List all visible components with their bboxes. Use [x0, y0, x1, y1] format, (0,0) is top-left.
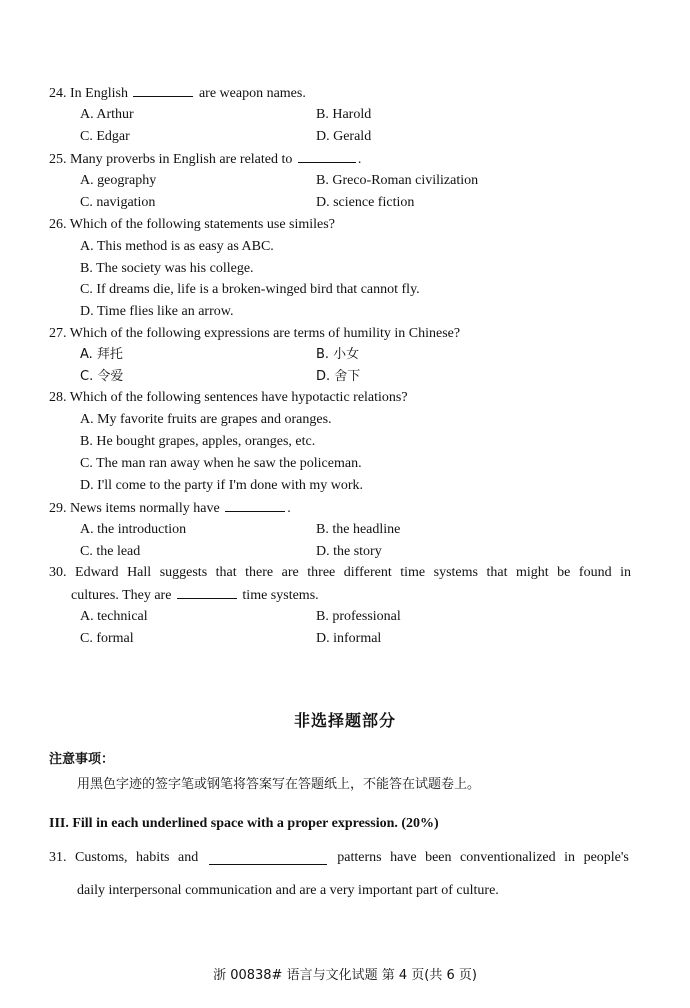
q24-blank — [133, 84, 193, 97]
q30-option-d: D. informal — [316, 631, 382, 646]
q25-stem-before: 25. Many proverbs in English are related to — [49, 152, 293, 167]
q28-option-a: A. My favorite fruits are grapes and oranges. — [80, 412, 332, 427]
q25-blank — [298, 150, 356, 163]
q31-word: in — [564, 850, 576, 865]
q24-option-a: A. Arthur — [80, 107, 134, 122]
q30-stem-before: cultures. They are — [71, 588, 172, 603]
q29-option-a: A. the introduction — [80, 522, 187, 537]
q31-blank — [209, 852, 327, 865]
q25-stem-after: . — [357, 152, 362, 167]
question-30-stem-line2 — [71, 586, 319, 605]
q26-option-c: C. If dreams die, life is a broken-winged bird that cannot fly. — [80, 282, 420, 297]
q29-option-b: B. the headline — [316, 522, 401, 537]
q31-word: 31. — [49, 850, 67, 865]
q25-option-d: D. science fiction — [316, 195, 415, 210]
q24-option-d: D. Gerald — [316, 129, 372, 144]
question-30-stem-line1: 30. Edward Hall suggests that there are three different time systems that might be found in — [49, 565, 631, 580]
q30-option-a: A. technical — [80, 609, 148, 624]
question-29-stem — [49, 499, 291, 518]
notice-heading: 注意事项： — [49, 752, 115, 767]
q26-option-a: A. This method is as easy as ABC. — [80, 239, 274, 254]
q28-option-b: B. He bought grapes, apples, oranges, etc. — [80, 434, 316, 449]
q29-option-d: D. the story — [316, 544, 382, 559]
q30-blank — [177, 586, 237, 599]
q27-option-c: C. 令爱 — [80, 369, 124, 384]
notice-body: 用黑色字迹的签字笔或钢笔将答案写在答题纸上，不能答在试题卷上。 — [77, 777, 481, 792]
question-31-line2: daily interpersonal communication and are a very important part of culture. — [77, 883, 499, 898]
q27-option-a: A. 拜托 — [80, 347, 123, 362]
q25-option-a: A. geography — [80, 173, 157, 188]
q24-option-b: B. Harold — [316, 107, 372, 122]
q27-option-b: B. 小女 — [316, 347, 360, 362]
q25-option-c: C. navigation — [80, 195, 156, 210]
q29-stem-before: 29. News items normally have — [49, 501, 220, 516]
question-24-stem — [49, 84, 306, 103]
question-25-stem — [49, 150, 361, 169]
q31-word: patterns — [337, 850, 382, 865]
q31-word: have — [390, 850, 417, 865]
question-27-stem: 27. Which of the following expressions are terms of humility in Chinese? — [49, 326, 461, 341]
q31-word: been — [425, 850, 452, 865]
part-3-heading: III. Fill in each underlined space with a proper expression. (20%) — [49, 816, 439, 831]
section-title: 非选择题部分 — [293, 711, 396, 730]
q24-stem-before: 24. In English — [49, 86, 128, 101]
question-31-line1 — [49, 850, 629, 866]
question-28-stem: 28. Which of the following sentences have hypotactic relations? — [49, 390, 408, 405]
q29-blank — [225, 499, 285, 512]
q30-stem-after: time systems. — [242, 588, 319, 603]
question-26-stem: 26. Which of the following statements use similes? — [49, 217, 335, 232]
q24-stem-after: are weapon names. — [198, 86, 306, 101]
q28-option-d: D. I'll come to the party if I'm done with my work. — [80, 478, 364, 493]
q25-option-b: B. Greco-Roman civilization — [316, 173, 479, 188]
q24-option-c: C. Edgar — [80, 129, 130, 144]
q31-word: and — [178, 850, 199, 865]
q30-option-b: B. professional — [316, 609, 401, 624]
q31-word: people's — [583, 850, 629, 865]
q27-option-d: D. 舍下 — [316, 369, 361, 384]
q31-word: Customs, — [75, 850, 128, 865]
page-footer: 浙 00838# 语言与文化试题 第 4 页(共 6 页) — [213, 968, 477, 983]
q28-option-c: C. The man ran away when he saw the policeman. — [80, 456, 362, 471]
q29-option-c: C. the lead — [80, 544, 141, 559]
q30-option-c: C. formal — [80, 631, 134, 646]
q31-word: conventionalized — [460, 850, 556, 865]
q26-option-d: D. Time flies like an arrow. — [80, 304, 234, 319]
q31-word: habits — [136, 850, 170, 865]
q29-stem-after: . — [287, 501, 291, 516]
q26-option-b: B. The society was his college. — [80, 261, 254, 276]
